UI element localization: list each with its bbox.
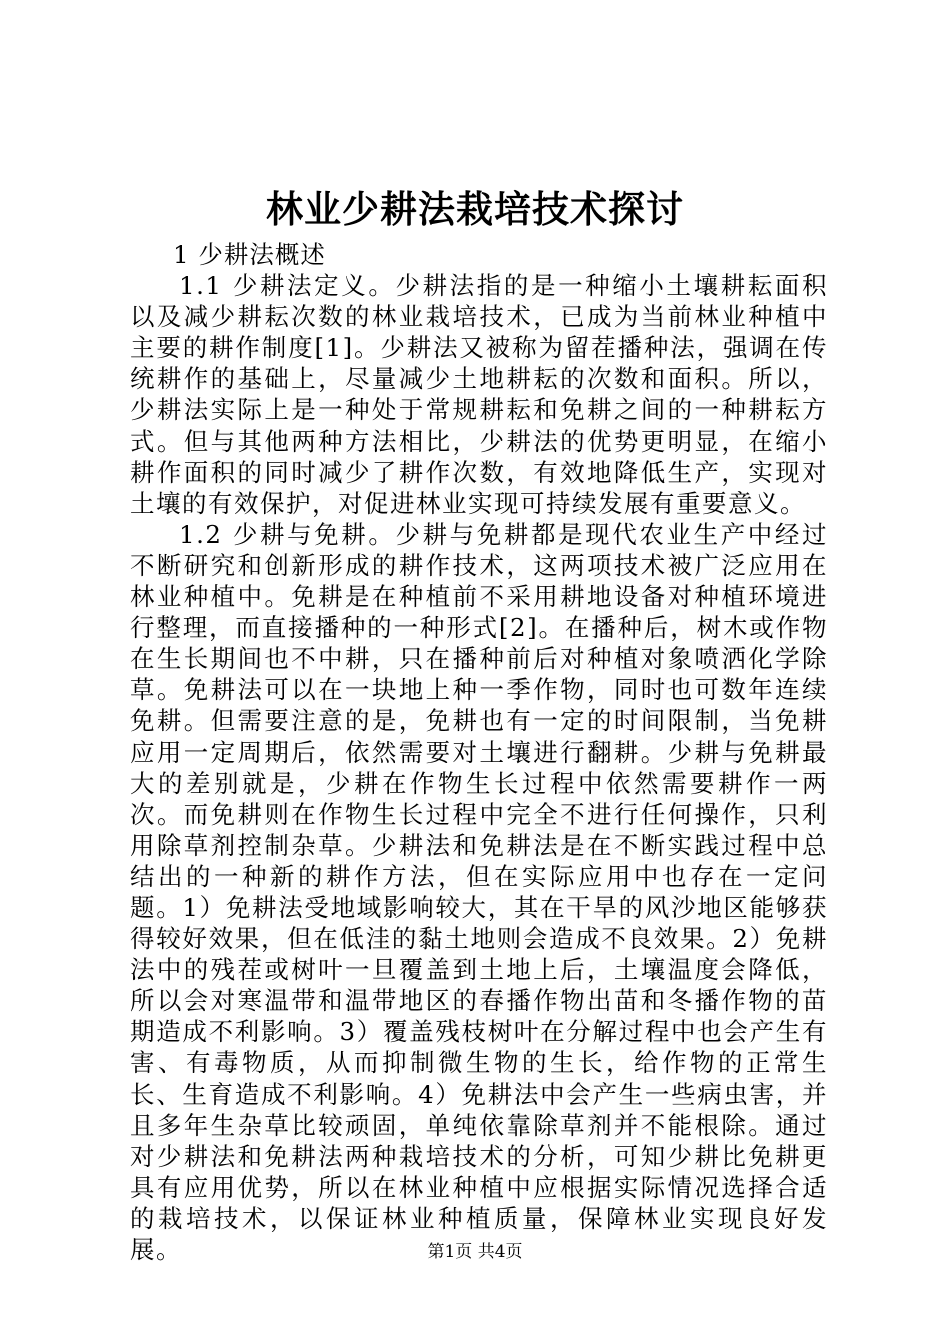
document-body	[130, 239, 828, 1265]
paragraph-definition: 1.1 少耕法定义。少耕法指的是一种缩小土壤耕耘面积以及减少耕耘次数的林业栽培技术，已成为当前林业种植中主要的耕作制度[1]。少耕法又被称为留茬播种法，强调在传统耕作的基础上，尽量减少土地耕耘的次数和面积。所以，少耕法实际上是一种处于常规耕耘和免耕之间的一种耕耘方式。但与其他两种方法相比，少耕法的优势更明显，在缩小耕作面积的同时减少了耕作次数，有效地降低生产，实现对土壤的有效保护，对促进林业实现可持续发展有重要意义。	[130, 271, 828, 518]
section-heading: 1 少耕法概述	[173, 240, 326, 269]
document-title: 林业少耕法栽培技术探讨	[266, 187, 684, 231]
page-footer: 第1页 共4页	[427, 1242, 523, 1262]
paragraph-comparison: 1.2 少耕与免耕。少耕与免耕都是现代农业生产中经过不断研究和创新形成的耕作技术，这两项技术被广泛应用在林业种植中。免耕是在种植前不采用耕地设备对种植环境进行整理，而直接播种的一种形式[2]。在播种后，树木或作物在生长期间也不中耕，只在播种前后对种植对象喷洒化学除草。免耕法可以在一块地上种一季作物，同时也可数年连续免耕。但需要注意的是，免耕也有一定的时间限制，当免耕应用一定周期后，依然需要对土壤进行翻耕。少耕与免耕最大的差别就是，少耕在作物生长过程中依然需要耕作一两次。而免耕则在作物生长过程中完全不进行任何操作，只利用除草剂控制杂草。少耕法和免耕法是在不断实践过程中总结出的一种新的耕作方法，但在实际应用中也存在一定问题。1）免耕法受地域影响较大，其在干旱的风沙地区能够获得较好效果，但在低洼的黏土地则会造成不良效果。2）免耕法中的残茬或树叶一旦覆盖到土地上后，土壤温度会降低，所以会对寒温带和温带地区的春播作物出苗和冬播作物的苗期造成不利影响。3）覆盖残枝树叶在分解过程中也会产生有害、有毒物质，从而抑制微生物的生长，给作物的正常生长、生育造成不利影响。4）免耕法中会产生一些病虫害，并且多年生杂草比较顽固，单纯依靠除草剂并不能根除。通过对少耕法和免耕法两种栽培技术的分析，可知少耕比免耕更具有应用优势，所以在林业种植中应根据实际情况选择合适的栽培技术，以保证林业种植质量，保障林业实现良好发展。	[130, 519, 828, 1264]
